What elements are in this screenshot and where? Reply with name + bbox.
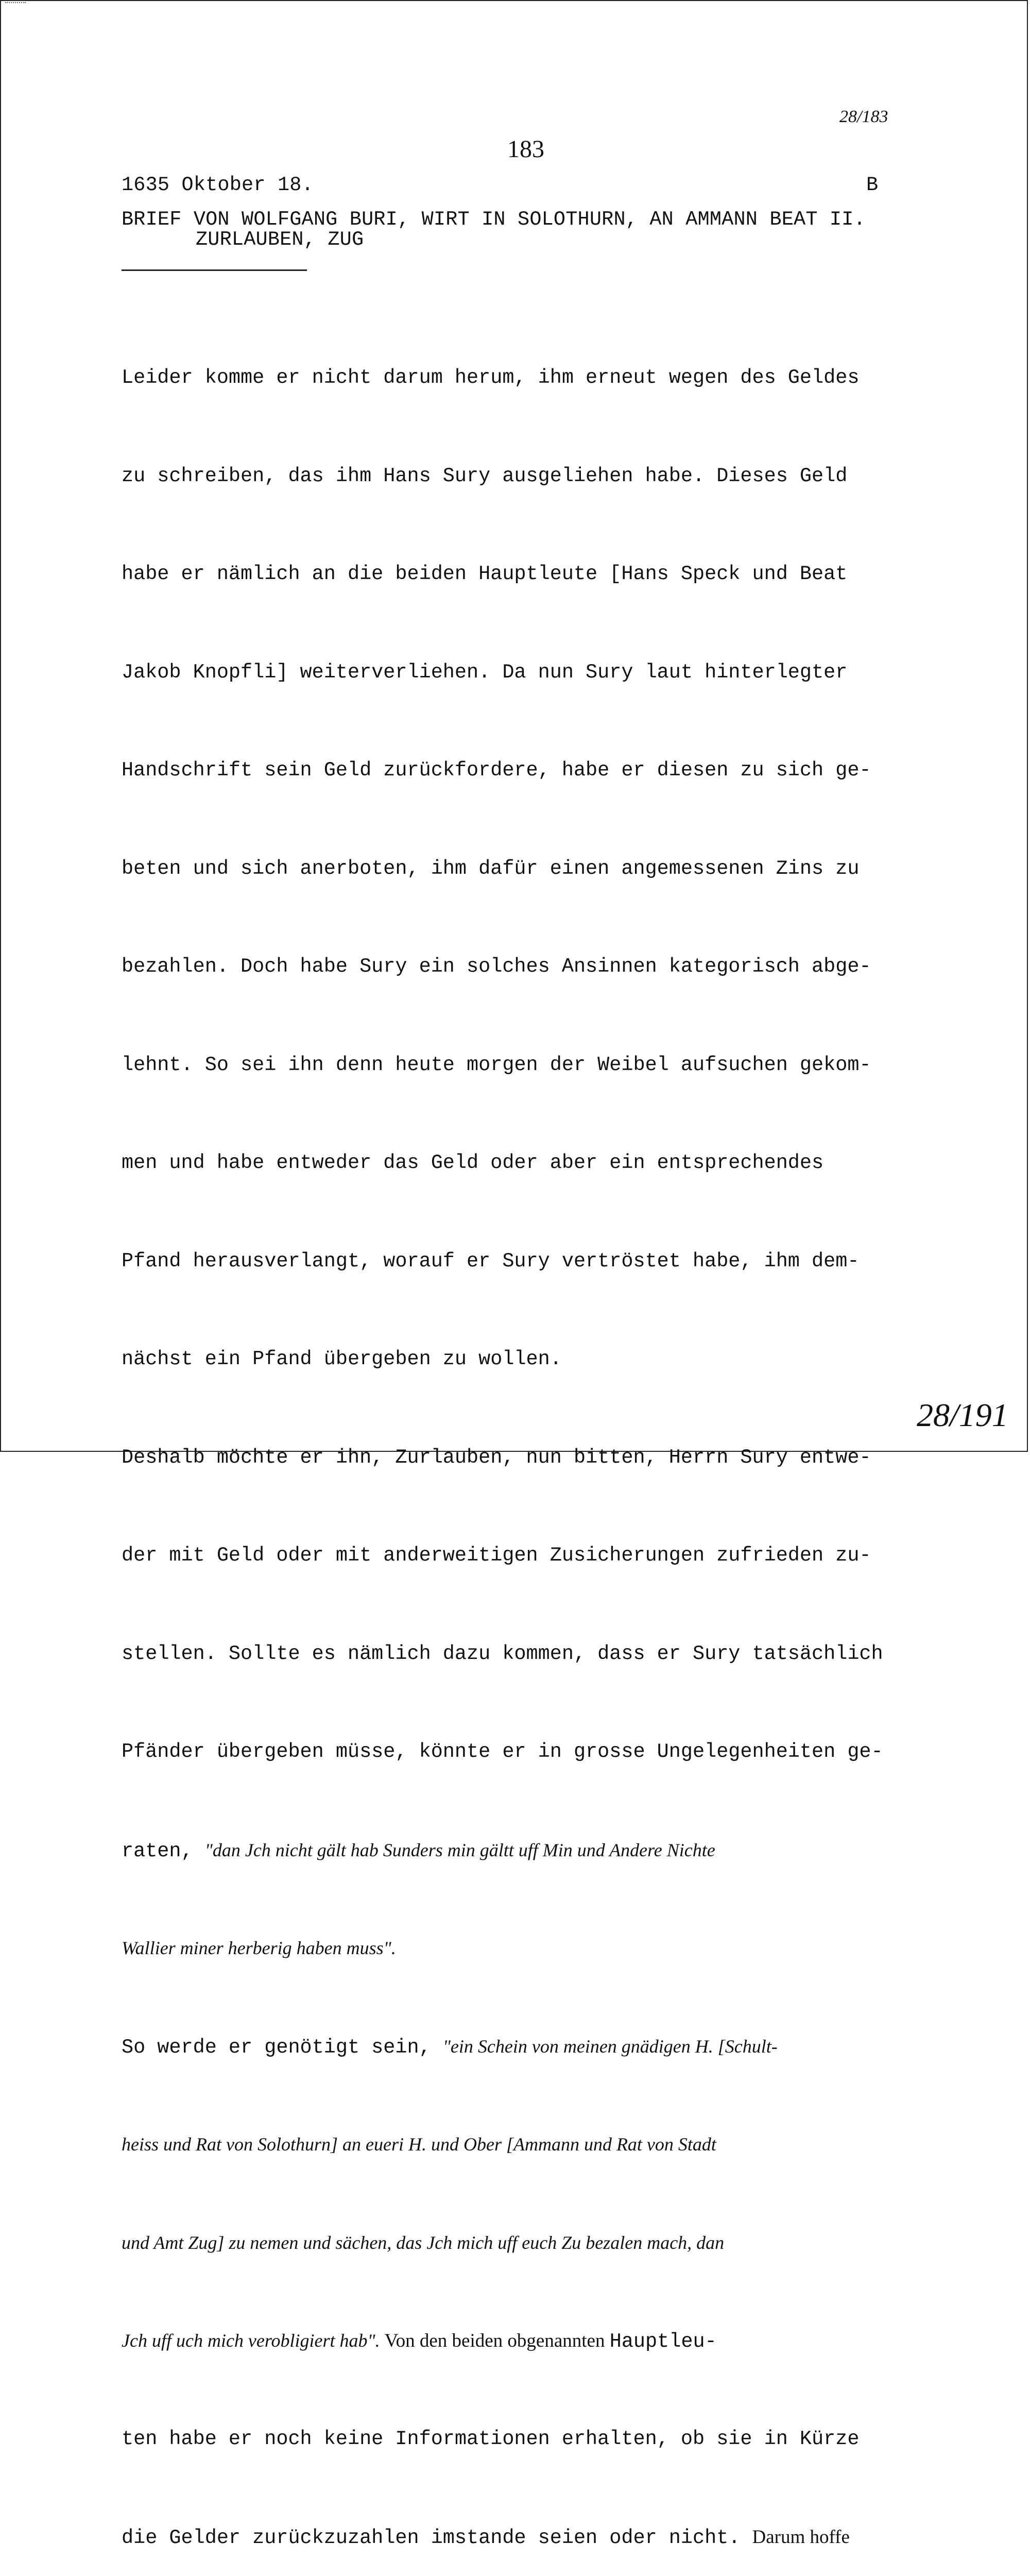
text-segment: So werde er genötigt sein, [122,2036,443,2059]
text-line: men und habe entweder das Geld oder aber ein entsprechendes [122,1151,824,1174]
text-line [122,2030,935,2063]
text-line: der mit Geld oder mit anderweitigen Zusicherungen zufrieden zu- [122,1544,871,1567]
quote-segment: Jch uff uch mich verobligiert hab". [122,2330,385,2351]
text-line [122,1834,935,1867]
text-line: Deshalb möchte er ihn, Zurlauben, nun bitten, Herrn Sury entwe- [122,1446,871,1469]
text-line: Handschrift sein Geld zurückfordere, habe er diesen zu sich ge- [122,759,871,782]
text-line: bezahlen. Doch habe Sury ein solches Ansinnen kategorisch abge- [122,955,871,978]
letter-summary [122,296,935,2576]
text-line: habe er nämlich an die beiden Hauptleute [Hans Speck und Beat [122,563,848,585]
text-line: Pfand herausverlangt, worauf er Sury vertröstet habe, ihm dem- [122,1249,860,1273]
text-segment: Von den beiden obgenannten [384,2330,610,2351]
quote-line: und Amt Zug] zu nemen und sächen, das Jch mich uff euch Zu bezalen mach, dan [122,2232,725,2253]
document-date: 1635 Oktober 18. [122,174,314,196]
text-line [122,2521,935,2554]
document-title-line-2: ZURLAUBEN, ZUG [196,228,364,251]
text-line: nächst ein Pfand übergeben zu wollen. [122,1348,562,1370]
text-line: Pfänder übergeben müsse, könnte er in grosse Ungelegenheiten ge- [122,1740,883,1763]
text-segment: Hauptleu- [609,2330,717,2353]
section-letter: B [866,174,879,196]
text-line [122,2325,935,2358]
handwritten-archive-number: 28/191 [917,1397,1008,1433]
text-line: Jakob Knopfli] weiterverliehen. Da nun Sury laut hinterlegter [122,660,848,684]
text-line: beten und sich anerboten, ihm dafür einen angemessenen Zins zu [122,857,860,880]
text-segment: raten, [122,1839,205,1862]
title-rule [122,269,307,271]
text-segment: die Gelder zurückzuzahlen imstande seien oder nicht. [122,2527,752,2549]
quote-line: Wallier miner herberig haben muss". [122,1938,396,1958]
text-segment: Darum hoffe [752,2527,850,2548]
page-number: 183 [507,135,544,163]
quote-segment: "dan Jch nicht gält hab Sunders min gältt uff Min und Andere Nichte [204,1839,715,1860]
text-line: lehnt. So sei ihn denn heute morgen der Weibel aufsuchen gekom- [122,1053,871,1076]
quote-segment: "ein Schein von meinen gnädigen H. [Schult- [442,2036,778,2057]
text-line: Leider komme er nicht darum herum, ihm erneut wegen des Geldes [122,366,860,389]
scan-mark [5,2,26,7]
quote-line: heiss und Rat von Solothurn] an eueri H. und Ober [Ammann und Rat von Stadt [122,2134,716,2155]
text-line: zu schreiben, das ihm Hans Sury ausgeliehen habe. Dieses Geld [122,464,848,487]
text-line: stellen. Sollte es nämlich dazu kommen, dass er Sury tatsächlich [122,1642,883,1665]
document-title-line-1: BRIEF VON WOLFGANG BURI, WIRT IN SOLOTHURN, AN AMMANN BEAT II. [122,208,866,231]
text-line: ten habe er noch keine Informationen erhalten, ob sie in Kürze [122,2427,860,2450]
archive-reference: 28/183 [839,107,888,126]
